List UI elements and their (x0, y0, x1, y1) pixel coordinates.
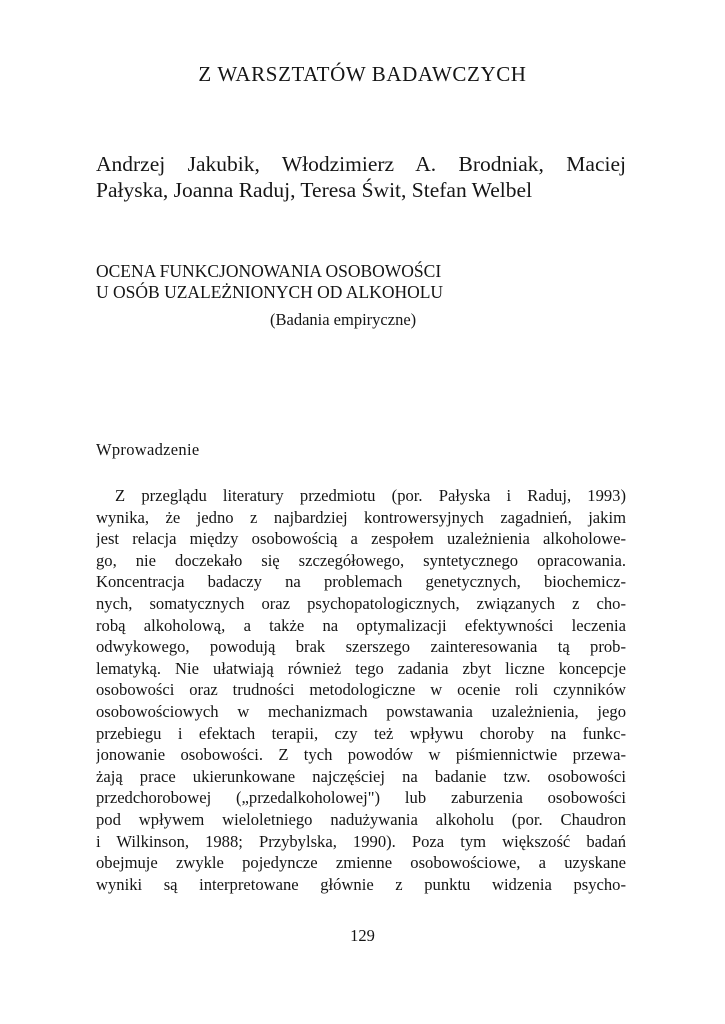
body-line: osobowości oraz trudności metodologiczne w ocenie roli czynników (96, 680, 626, 700)
body-line: pod wpływem wieloletniego nadużywania alkoholu (por. Chaudron (96, 809, 626, 829)
authors-line-1: Andrzej Jakubik, Włodzimierz A. Brodniak, Maciej (96, 152, 626, 176)
article-subtitle: (Badania empiryczne) (270, 310, 417, 329)
body-line: obejmuje zwykle pojedyncze zmienne osobowościowe, a uzyskane (96, 853, 626, 873)
body-line: wyniki są interpretowane głównie z punktu widzenia psycho- (96, 874, 626, 894)
article-title-line-1: OCENA FUNKCJONOWANIA OSOBOWOŚCI (96, 261, 442, 281)
body-line: go, nie doczekało się szczegółowego, syntetycznego opracowania. (96, 550, 626, 570)
body-line: i Wilkinson, 1988; Przybylska, 1990). Poza tym większość badań (96, 831, 626, 851)
article-title-line-2: U OSÓB UZALEŻNIONYCH OD ALKOHOLU (96, 282, 444, 302)
authors (96, 151, 626, 203)
body-line: żają prace ukierunkowane najczęściej na badanie tzw. osobowości (96, 766, 626, 786)
subsection-heading: Wprowadzenie (96, 440, 200, 459)
body-line: Koncentracja badaczy na problemach genetycznych, biochemicz- (96, 572, 626, 592)
body-paragraph (96, 485, 626, 895)
body-line: nych, somatycznych oraz psychopatologicznych, związanych z cho- (96, 593, 626, 613)
body-line: robą alkoholową, a także na optymalizacji efektywności leczenia (96, 615, 626, 635)
body-line: jonowanie osobowości. Z tych powodów w piśmiennictwie przewa- (96, 745, 626, 765)
body-line: jest relacja między osobowością a zespołem uzależnienia alkoholowe- (96, 529, 626, 549)
body-line: przedchorobowej („przedalkoholowej") lub zaburzenia osobowości (96, 788, 626, 808)
body-line: wynika, że jedno z najbardziej kontrowersyjnych zagadnień, jakim (96, 507, 626, 527)
body-line: osobowościowych w mechanizmach powstawania uzależnienia, jego (96, 701, 626, 721)
body-line: lematyką. Nie ułatwiają również tego zadania zbyt liczne koncepcje (96, 658, 626, 678)
article-title (96, 261, 626, 303)
page-number: 129 (350, 926, 375, 945)
section-heading: Z WARSZTATÓW BADAWCZYCH (198, 62, 527, 86)
body-line: odwykowego, powodują brak szerszego zainteresowania tą prob- (96, 637, 626, 657)
body-line: Z przeglądu literatury przedmiotu (por. Pałyska i Raduj, 1993) (115, 486, 626, 505)
authors-line-2: Pałyska, Joanna Raduj, Teresa Świt, Stefan Welbel (96, 178, 533, 202)
body-line: przebiegu i efektach terapii, czy też wpływu choroby na funkc- (96, 723, 626, 743)
